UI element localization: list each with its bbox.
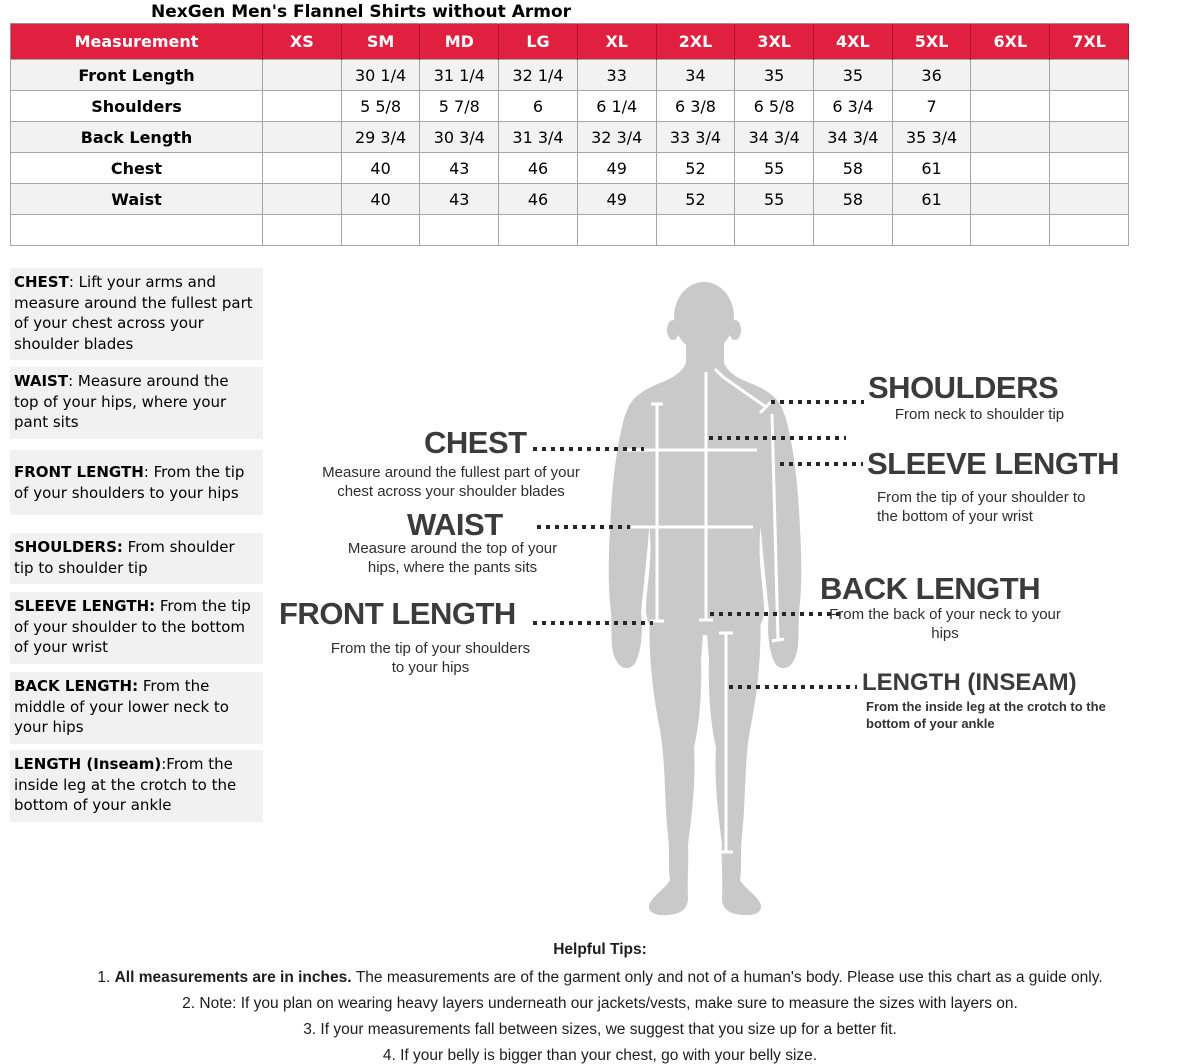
definition-term: WAIST [14, 372, 69, 390]
size-column-header-LG: LG [499, 24, 578, 60]
size-column-header-MD: MD [420, 24, 499, 60]
tip-bold-text: All measurements are in inches. [114, 969, 356, 986]
size-column-header-6XL: 6XL [971, 24, 1050, 60]
size-value-cell: 52 [656, 184, 735, 215]
tip-number: 2. [182, 995, 200, 1012]
size-value-cell: 55 [735, 184, 814, 215]
measurement-column-header: Measurement [11, 24, 263, 60]
definition-text: From shoulder tip to shoulder tip [14, 538, 235, 577]
size-value-cell: 33 3/4 [656, 122, 735, 153]
size-value-cell [971, 215, 1050, 246]
row-label [11, 215, 263, 246]
size-column-header-4XL: 4XL [814, 24, 893, 60]
size-value-cell: 52 [656, 153, 735, 184]
tip-text: If your belly is bigger than your chest, go with your belly size. [400, 1047, 818, 1064]
diagram-chest-label: CHEST [424, 425, 527, 460]
definition-block [10, 592, 263, 664]
size-value-cell [263, 122, 342, 153]
size-value-cell: 30 3/4 [420, 122, 499, 153]
size-value-cell [1050, 91, 1129, 122]
diagram-back-length-label: BACK LENGTH [820, 571, 1041, 606]
tip-line [0, 995, 1200, 1013]
size-value-cell [499, 215, 578, 246]
definition-text: : From the tip of your shoulders to your hips [14, 463, 245, 502]
size-value-cell [1050, 215, 1129, 246]
size-value-cell: 49 [577, 184, 656, 215]
size-value-cell: 7 [892, 91, 971, 122]
definition-term: LENGTH (Inseam) [14, 755, 162, 773]
size-column-header-XS: XS [263, 24, 342, 60]
diagram-waist-desc: Measure around the top of your hips, where the pants sits [347, 540, 558, 576]
definition-text: : Measure around the top of your hips, where your pant sits [14, 372, 229, 431]
size-value-cell [1050, 122, 1129, 153]
size-value-cell: 46 [499, 153, 578, 184]
tip-number: 1. [97, 969, 115, 986]
size-column-header-3XL: 3XL [735, 24, 814, 60]
size-value-cell: 34 [656, 60, 735, 91]
size-value-cell [263, 153, 342, 184]
size-value-cell: 31 1/4 [420, 60, 499, 91]
row-label: Waist [11, 184, 263, 215]
size-value-cell: 6 1/4 [577, 91, 656, 122]
size-value-cell: 43 [420, 184, 499, 215]
diagram-chest-desc: Measure around the fullest part of your chest across your shoulder blades [322, 464, 580, 500]
size-value-cell: 35 [814, 60, 893, 91]
size-value-cell: 43 [420, 153, 499, 184]
size-value-cell [971, 60, 1050, 91]
helpful-tips-list [0, 969, 1200, 1064]
size-column-header-2XL: 2XL [656, 24, 735, 60]
size-value-cell [577, 215, 656, 246]
table-row [11, 60, 1129, 91]
definition-block [10, 367, 263, 439]
definition-term: FRONT LENGTH [14, 463, 144, 481]
size-value-cell: 58 [814, 184, 893, 215]
size-column-header-SM: SM [341, 24, 420, 60]
size-value-cell: 6 [499, 91, 578, 122]
size-value-cell [971, 153, 1050, 184]
size-value-cell [1050, 60, 1129, 91]
size-value-cell: 5 5/8 [341, 91, 420, 122]
definition-term: SHOULDERS: [14, 538, 123, 556]
size-value-cell [971, 184, 1050, 215]
size-table-header-row [11, 24, 1129, 60]
tip-text: The measurements are of the garment only and not of a human's body. Please use this chart as a guide only. [355, 969, 1103, 986]
size-value-cell [656, 215, 735, 246]
table-row [11, 153, 1129, 184]
diagram-shoulders-label: SHOULDERS [868, 370, 1059, 405]
size-value-cell [814, 215, 893, 246]
size-value-cell: 32 3/4 [577, 122, 656, 153]
definition-term: BACK LENGTH: [14, 677, 139, 695]
size-value-cell: 34 3/4 [814, 122, 893, 153]
size-value-cell [971, 91, 1050, 122]
size-value-cell: 6 5/8 [735, 91, 814, 122]
size-value-cell: 36 [892, 60, 971, 91]
size-value-cell [735, 215, 814, 246]
size-value-cell [263, 91, 342, 122]
definition-text: From the tip of your shoulder to the bottom of your wrist [14, 597, 251, 656]
diagram-front-length-desc: From the tip of your shoulders to your hips [330, 640, 531, 676]
definition-block [10, 533, 263, 584]
helpful-tips-heading: Helpful Tips: [553, 941, 647, 958]
tip-line [0, 969, 1200, 987]
diagram-inseam-label: LENGTH (INSEAM) [862, 669, 1077, 696]
size-value-cell [263, 215, 342, 246]
size-value-cell: 40 [341, 153, 420, 184]
definition-block [10, 672, 263, 744]
definition-text: :From the inside leg at the crotch to the bottom of your ankle [14, 755, 237, 814]
size-chart-table [10, 23, 1129, 246]
row-label: Front Length [11, 60, 263, 91]
table-row [11, 215, 1129, 246]
definition-block [10, 750, 263, 822]
row-label: Chest [11, 153, 263, 184]
diagram-front-length-label: FRONT LENGTH [279, 596, 516, 631]
page-title: NexGen Men's Flannel Shirts without Armor [150, 2, 572, 22]
definition-text: From the middle of your lower neck to your hips [14, 677, 229, 736]
diagram-shoulders-desc: From neck to shoulder tip [894, 406, 1065, 423]
definition-term: SLEEVE LENGTH: [14, 597, 156, 615]
diagram-inseam-desc: From the inside leg at the crotch to the bottom of your ankle [866, 699, 1106, 731]
table-row [11, 184, 1129, 215]
size-value-cell: 33 [577, 60, 656, 91]
size-value-cell: 30 1/4 [341, 60, 420, 91]
size-value-cell: 34 3/4 [735, 122, 814, 153]
size-value-cell: 40 [341, 184, 420, 215]
diagram-sleeve-length-label: SLEEVE LENGTH [867, 446, 1119, 481]
size-value-cell [263, 184, 342, 215]
tip-number: 4. [382, 1047, 401, 1064]
definition-term: CHEST [14, 273, 69, 291]
size-value-cell [341, 215, 420, 246]
tip-line [0, 1047, 1200, 1064]
definition-text: : Lift your arms and measure around the fullest part of your chest across your shoulder blades [14, 273, 253, 353]
diagram-back-length-desc: From the back of your neck to your hips [829, 606, 1061, 642]
table-row [11, 122, 1129, 153]
table-row [11, 91, 1129, 122]
size-value-cell [892, 215, 971, 246]
size-value-cell [1050, 184, 1129, 215]
definition-block [10, 450, 263, 515]
tip-number: 3. [303, 1021, 321, 1038]
diagram-sleeve-length-desc: From the tip of your shoulder to the bottom of your wrist [877, 489, 1086, 525]
size-value-cell: 58 [814, 153, 893, 184]
size-value-cell: 35 3/4 [892, 122, 971, 153]
size-value-cell: 61 [892, 184, 971, 215]
size-value-cell [971, 122, 1050, 153]
tip-text: Note: If you plan on wearing heavy layers underneath our jackets/vests, make sure to measure the sizes with layers on. [199, 995, 1018, 1012]
row-label: Back Length [11, 122, 263, 153]
size-value-cell: 46 [499, 184, 578, 215]
size-value-cell: 49 [577, 153, 656, 184]
size-value-cell: 6 3/4 [814, 91, 893, 122]
size-value-cell: 29 3/4 [341, 122, 420, 153]
size-value-cell [1050, 153, 1129, 184]
size-value-cell [263, 60, 342, 91]
size-value-cell [420, 215, 499, 246]
diagram-waist-label: WAIST [407, 507, 503, 542]
size-column-header-7XL: 7XL [1050, 24, 1129, 60]
size-value-cell: 55 [735, 153, 814, 184]
tip-line [0, 1021, 1200, 1039]
size-value-cell: 6 3/8 [656, 91, 735, 122]
row-label: Shoulders [11, 91, 263, 122]
helpful-tips [0, 941, 1200, 1064]
size-value-cell: 31 3/4 [499, 122, 578, 153]
size-column-header-5XL: 5XL [892, 24, 971, 60]
size-column-header-XL: XL [577, 24, 656, 60]
size-value-cell: 5 7/8 [420, 91, 499, 122]
definition-block [10, 268, 263, 360]
size-value-cell: 35 [735, 60, 814, 91]
tip-text: If your measurements fall between sizes, we suggest that you size up for a better fit. [320, 1021, 897, 1038]
size-value-cell: 32 1/4 [499, 60, 578, 91]
size-value-cell: 61 [892, 153, 971, 184]
